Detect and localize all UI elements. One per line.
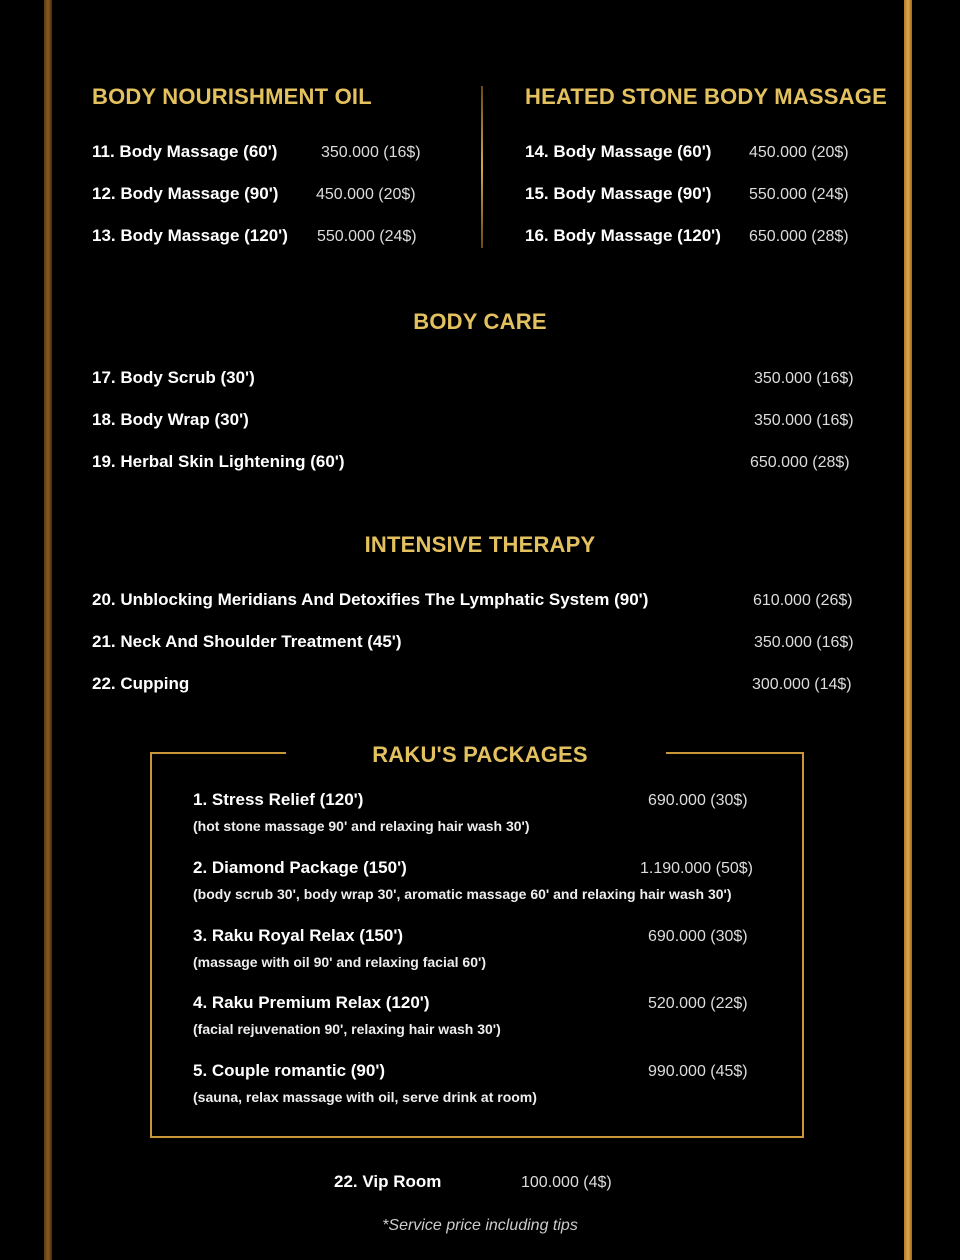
column-divider: [481, 86, 483, 248]
menu-item-name: 19. Herbal Skin Lightening (60'): [92, 452, 345, 471]
menu-item-price: 350.000 (16$): [321, 144, 421, 161]
right-gold-border: [904, 0, 912, 1260]
menu-item-name: 12. Body Massage (90'): [92, 184, 279, 203]
intensive-therapy-title: INTENSIVE THERAPY: [364, 532, 596, 557]
package-name: 4. Raku Premium Relax (120'): [193, 993, 430, 1012]
menu-item-name: 11. Body Massage (60'): [92, 142, 278, 161]
package-price: 690.000 (30$): [648, 792, 748, 809]
menu-item-price: 650.000 (28$): [750, 454, 850, 471]
package-description: (hot stone massage 90' and relaxing hair wash 30'): [193, 818, 530, 834]
menu-item-price: 350.000 (16$): [754, 370, 854, 387]
price-note: *Service price including tips: [382, 1217, 578, 1234]
menu-item-name: 13. Body Massage (120'): [92, 226, 288, 245]
menu-item-name: 15. Body Massage (90'): [525, 184, 712, 203]
package-name: 2. Diamond Package (150'): [193, 858, 407, 877]
menu-item-price: 450.000 (20$): [316, 186, 416, 203]
package-description: (body scrub 30', body wrap 30', aromatic massage 60' and relaxing hair wash 30'): [193, 886, 732, 902]
vip-room-price: 100.000 (4$): [521, 1174, 612, 1191]
menu-item-price: 350.000 (16$): [754, 634, 854, 651]
packages-title: RAKU'S PACKAGES: [372, 742, 588, 767]
menu-item-price: 550.000 (24$): [317, 228, 417, 245]
heated-stone-title: HEATED STONE BODY MASSAGE: [525, 84, 887, 109]
menu-item-price: 300.000 (14$): [752, 676, 852, 693]
menu-item-price: 450.000 (20$): [749, 144, 849, 161]
menu-item-price: 610.000 (26$): [753, 592, 853, 609]
package-price: 520.000 (22$): [648, 995, 748, 1012]
menu-item-name: 17. Body Scrub (30'): [92, 368, 255, 387]
body-care-title: BODY CARE: [413, 309, 547, 334]
package-price: 990.000 (45$): [648, 1063, 748, 1080]
package-name: 3. Raku Royal Relax (150'): [193, 926, 404, 945]
menu-item-name: 20. Unblocking Meridians And Detoxifies The Lymphatic System (90'): [92, 590, 649, 609]
package-price: 1.190.000 (50$): [640, 860, 753, 877]
menu-item-name: 22. Cupping: [92, 674, 190, 693]
menu-item-name: 14. Body Massage (60'): [525, 142, 712, 161]
vip-room-name: 22. Vip Room: [334, 1172, 442, 1191]
package-price: 690.000 (30$): [648, 928, 748, 945]
package-description: (massage with oil 90' and relaxing facial 60'): [193, 954, 486, 970]
body-nourishment-oil-title: BODY NOURISHMENT OIL: [92, 84, 372, 109]
menu-item-name: 16. Body Massage (120'): [525, 226, 721, 245]
package-description: (sauna, relax massage with oil, serve drink at room): [193, 1089, 537, 1105]
menu-item-name: 18. Body Wrap (30'): [92, 410, 249, 429]
package-name: 5. Couple romantic (90'): [193, 1061, 386, 1080]
menu-item-price: 550.000 (24$): [749, 186, 849, 203]
menu-item-price: 650.000 (28$): [749, 228, 849, 245]
left-gold-border: [44, 0, 52, 1260]
package-description: (facial rejuvenation 90', relaxing hair wash 30'): [193, 1021, 501, 1037]
menu-item-name: 21. Neck And Shoulder Treatment (45'): [92, 632, 402, 651]
menu-item-price: 350.000 (16$): [754, 412, 854, 429]
package-name: 1. Stress Relief (120'): [193, 790, 364, 809]
